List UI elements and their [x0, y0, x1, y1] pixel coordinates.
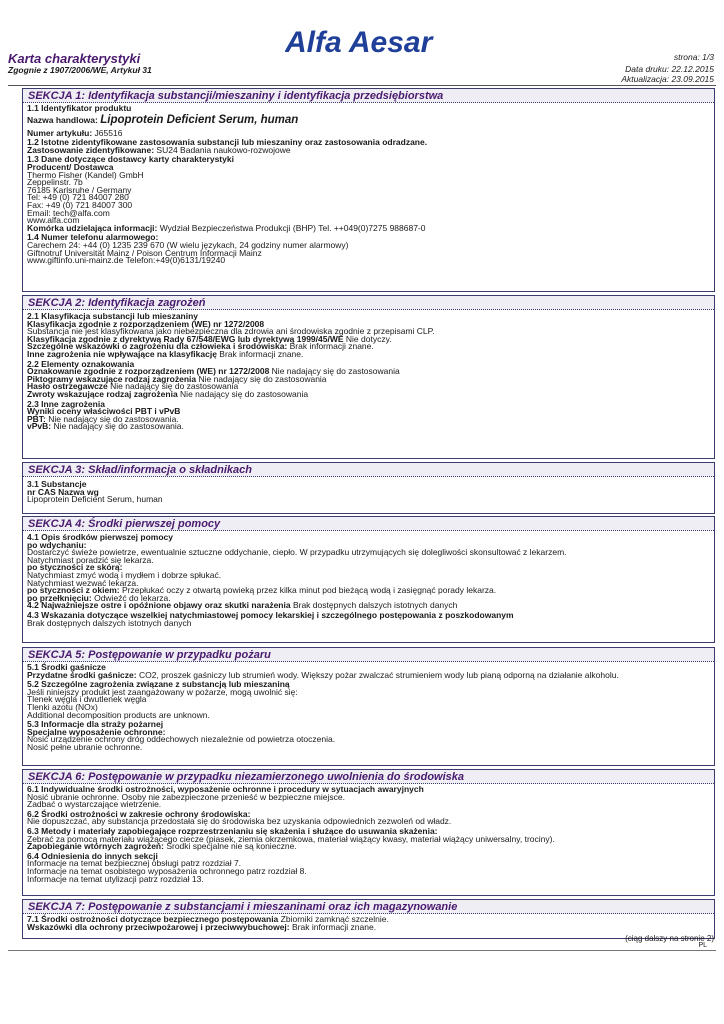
line-label: 5.3 Informacje dla straży pożarnej — [27, 719, 164, 730]
line-label: 6.4 Odniesienia do innych sekcji — [27, 850, 158, 861]
logo-text: Alfa Aesar — [285, 26, 433, 58]
line-text: Środki specjalne nie są konieczne. — [166, 841, 297, 852]
section-line — [27, 617, 567, 628]
section-line — [27, 709, 619, 720]
line-label: Klasyfikacja zgodnie z dyrektywą Rady 67/548/EWG lub dyrektywą 1999/45/WE — [27, 333, 346, 344]
line-text: Nie nadający się do zastosowania. — [53, 421, 184, 432]
line-text: Tlenki azotu (NOx) — [27, 701, 98, 712]
line-text: Informacje na temat utylizacji patrz rozdział 13. — [27, 873, 204, 884]
line-label: 2.3 Inne zagrożenia — [27, 398, 105, 409]
section-line — [27, 843, 555, 851]
line-text: Tel: +49 (0) 721 84007 280 — [27, 192, 129, 203]
line-text: Giftnotruf Universität Mainz / Poison Centrum Informacji Mainz — [27, 247, 262, 258]
line-text: Brak dostępnych dalszych istotnych danych — [292, 600, 458, 611]
line-label: nr CAS Nazwa wg — [27, 486, 99, 497]
line-text: J65516 — [94, 127, 123, 138]
document-subtitle: Zgognie z 1907/2006/WE, Artykuł 31 — [8, 65, 152, 75]
section-line — [27, 348, 435, 359]
line-text: Brak dostępnych dalszych istotnych danych — [27, 617, 192, 628]
section-line — [27, 696, 619, 704]
line-text: Nie nadający się do zastosowania — [180, 388, 309, 399]
line-text: Fax: +49 (0) 721 84007 300 — [27, 199, 133, 210]
line-label: po styczności ze skórą: — [27, 562, 123, 573]
document-title: Karta charakterystyki — [8, 51, 141, 66]
line-text: 76185 Karlsruhe / Germany — [27, 184, 132, 195]
section-line — [27, 388, 435, 399]
line-label: 2.2 Elementy oznakowania — [27, 358, 135, 369]
section-3-content — [27, 481, 163, 504]
section-line — [27, 423, 435, 431]
line-text: Informacje na temat bezpiecznej obsługi patrz rozdział 7. — [27, 858, 242, 869]
line-label: vPvB: — [27, 421, 54, 432]
line-text: Nie nadający się do zastosowania — [110, 381, 239, 392]
line-text: Dostarczyć świeże powietrze, ewentualnie sztuczne oddychanie, ciepło. W przypadku utrzymujących się dolegliwości skonsultować z lekarzem. — [27, 547, 567, 558]
line-text: Zebrać za pomocą materiału wiążącego ciecze (piasek, ziemia okrzemkowa, materiał wiążący kwasy, materiał wiążący uniwersalny, trociny). — [27, 833, 555, 844]
line-label: 5.2 Szczególne zagrożenia związane z substancją lub mieszaniną — [27, 679, 290, 690]
section-3-title: SEKCJA 3: Skład/informacja o składnikach — [23, 463, 714, 477]
line-text: Additional decomposition products are unknown. — [27, 709, 210, 720]
line-label: Hasło ostrzegawcze — [27, 381, 111, 392]
line-text: CO2, proszek gaśniczy lub strumień wody. Większy pożar zwalczać strumieniem wody lub pianą odporną na działanie alkoholu. — [138, 669, 619, 680]
update-date: Aktualizacja: 23.09.2015 — [621, 73, 714, 84]
section-1-content — [27, 105, 427, 265]
section-6-title: SEKCJA 6: Postępowanie w przypadku niezamierzonego uwolnienia do środowiska — [23, 770, 714, 784]
line-text: Brak informacji znane. — [291, 921, 377, 932]
line-label: 5.1 Środki gaśnicze — [27, 662, 106, 672]
section-line — [27, 534, 567, 542]
line-label: 6.3 Metody i materiały zapobiegające rozprzestrzenianiu się skażenia i służące do usuwania skażenia: — [27, 825, 438, 836]
section-line — [27, 127, 427, 138]
section-7-content — [27, 916, 389, 931]
line-text: Tlenek węgla i dwutlenek węgla — [27, 694, 147, 705]
language-code: PL — [698, 942, 707, 949]
line-label: Zwroty wskazujące rodzaj zagrożenia — [27, 388, 181, 399]
line-text: Thermo Fisher (Kandel) GmbH — [27, 169, 144, 180]
page-number: strona: 1/3 — [673, 52, 714, 62]
line-text: Zeppelinstr. 7b — [27, 177, 83, 188]
line-label: Oznakowanie zgodnie z rozporządzeniem (WE) nr 1272/2008 — [27, 366, 272, 377]
line-label: po wdychaniu: — [27, 539, 87, 550]
page-header — [0, 0, 724, 86]
section-line — [27, 801, 555, 809]
line-label: Komórka udzielająca informacji: — [27, 222, 160, 233]
line-text: Carechem 24: +44 (0) 1235 239 670 (W wielu językach, 24 godziny numer alarmowy) — [27, 239, 349, 250]
line-text: Przepłukać oczy z otwartą powieką przez kilka minut pod bieżącą wodą i zasięgnąć porady lekarza. — [121, 585, 497, 596]
line-label: 7.1 Środki ostrożności dotyczące bezpiecznego postępowania — [27, 914, 281, 924]
line-label: Klasyfikacja zgodnie z rozporządzeniem (WE) nr 1272/2008 — [27, 318, 265, 329]
section-4-content — [27, 534, 567, 627]
section-5-content — [27, 664, 619, 752]
line-text: Natychmiast poradzić się lekarza. — [27, 554, 154, 565]
line-label: PBT: — [27, 413, 49, 424]
section-line — [27, 105, 427, 113]
section-7-title: SEKCJA 7: Postępowanie z substancjami i mieszaninami oraz ich magazynowanie — [23, 900, 714, 914]
line-text: Nie dotyczy. — [345, 333, 392, 344]
section-line — [27, 921, 389, 932]
line-label: 6.2 Środki ostrożności w zakresie ochrony środowiska: — [27, 808, 251, 819]
section-line — [27, 496, 163, 504]
section-line — [27, 741, 619, 752]
line-text: Wydział Bezpieczeństwa Produkcji (BHP) Tel. ++049(0)7275 988687-0 — [159, 222, 426, 233]
line-text: Lipoprotein Deficient Serum, human — [27, 494, 163, 505]
line-label: Nazwa handlowa: — [27, 114, 101, 125]
line-text: Brak informacji znane. — [289, 341, 374, 352]
line-label: 1.1 Identyfikator produktu — [27, 103, 132, 113]
section-line — [27, 257, 427, 265]
line-text: Nie nadający się do zastosowania — [198, 373, 327, 384]
line-label: po przełknięciu: — [27, 592, 95, 603]
document-dates — [621, 65, 714, 84]
line-label: Wskazówki dla ochrony przeciwpożarowej i przeciwwybuchowej: — [27, 921, 292, 932]
line-label: Przydatne środki gaśnicze: — [27, 669, 139, 680]
line-text: Zadbać o wystarczające wietrzenie. — [27, 799, 162, 810]
line-label: 3.1 Substancje — [27, 479, 87, 489]
line-label: Producent/ Dostawca — [27, 161, 114, 172]
line-label: Zapobieganie wtórnych zagrożeń: — [27, 841, 167, 852]
section-6-content — [27, 786, 555, 883]
line-text: Informacje na temat osobistego wyposażenia ochronnego patrz rozdział 8. — [27, 865, 307, 876]
line-label: 2.1 Klasyfikacja substancji lub mieszaniny — [27, 311, 199, 321]
line-label: 1.3 Dane dotyczące dostawcy karty charakterystyki — [27, 154, 234, 165]
section-line — [27, 873, 555, 884]
line-text: Jeśli niniejszy produkt jest zaangażowany w pożarze, mogą uwolnić się: — [27, 686, 298, 697]
product-name: Lipoprotein Deficient Serum, human — [100, 113, 299, 126]
alfa-aesar-logo — [285, 26, 455, 58]
line-label: 4.3 Wskazania dotyczące wszelkiej natychmiastowej pomocy lekarskiej i szczególnego postępowania z poszkodowanym — [27, 609, 514, 620]
section-line — [27, 207, 427, 218]
line-text: Zbiorniki zamknąć szczelnie. — [280, 914, 389, 924]
line-label: 4.2 Najważniejsze ostre i opóźnione objawy oraz skutki narażenia — [27, 600, 293, 611]
section-line — [27, 169, 427, 180]
section-4-title: SEKCJA 4: Środki pierwszej pomocy — [23, 517, 714, 531]
line-text: Nosić urządzenie ochrony dróg oddechowych niezależnie od powietrza otoczenia. — [27, 734, 336, 745]
line-label: 1.4 Numer telefonu alarmowego: — [27, 232, 159, 243]
line-text: SU24 Badania naukowo-rozwojowe — [156, 144, 291, 155]
line-label: Specjalne wyposażenie ochronne: — [27, 726, 166, 737]
section-line — [27, 222, 427, 233]
line-text: Natychmiast wezwać lekarza. — [27, 577, 139, 588]
continued-note: (ciąg dalszy na stronie 2) — [625, 934, 714, 943]
line-text: Nie nadający się do zastosowania — [271, 366, 400, 377]
line-text: Natychmiast zmyć wodą i mydłem i dobrze spłukać. — [27, 569, 222, 580]
line-text: Brak informacji znane. — [219, 348, 304, 359]
section-2-title: SEKCJA 2: Identyfikacja zagrożeń — [23, 296, 714, 310]
footer-divider — [8, 950, 716, 951]
print-date: Data druku: 22.12.2015 — [625, 64, 714, 74]
section-line — [27, 144, 427, 155]
line-text: Email: tech@alfa.com — [27, 207, 110, 218]
line-text: Nie dopuszczać, aby substancja przedostała się do środowiska bez uzyskania odpowiednich zezwoleń od władz. — [27, 816, 452, 827]
line-label: Piktogramy wskazujące rodzaj zagrożenia — [27, 373, 199, 384]
section-5-title: SEKCJA 5: Postępowanie w przypadku pożaru — [23, 648, 714, 662]
section-line — [27, 669, 619, 680]
line-text: Nie nadający się do zastosowania. — [48, 413, 179, 424]
line-text: Nosić pełne ubranie ochronne. — [27, 741, 143, 752]
line-label: po styczności z okiem: — [27, 585, 122, 596]
line-text: www.giftinfo.uni-mainz.de Telefon:+49(0)6131/19240 — [27, 255, 226, 266]
line-text: Substancja nie jest klasyfikowana jako niebezpieczna dla zdrowia ani środowiska zgodnie z przepisami CLP. — [27, 326, 435, 337]
line-label: Zastosowanie zidentyfikowane: — [27, 144, 157, 155]
section-line — [27, 114, 427, 127]
line-label: 4.1 Opis środków pierwszej pomocy — [27, 532, 173, 542]
line-label: Szczególne wskazówki o zagrożeniu dla człowieka i środowiska: — [27, 341, 290, 352]
line-label: Inne zagrożenia nie wpływające na klasyfikację — [27, 348, 220, 359]
line-label: 6.1 Indywidualne środki ostrożności, wyposażenie ochronne i procedury w sytuacjach awaryjnych — [27, 784, 424, 794]
section-2-content — [27, 313, 435, 431]
line-text: Nosić ubranie ochronne. Osoby nie zabezpieczone przenieść w bezpieczne miejsce. — [27, 791, 345, 802]
section-line — [27, 818, 555, 826]
header-divider — [8, 85, 716, 86]
section-line — [27, 602, 567, 610]
line-label: Numer artykułu: — [27, 127, 95, 138]
line-label: Wyniki oceny właściwości PBT i vPvB — [27, 406, 181, 417]
section-1-title: SEKCJA 1: Identyfikacja substancji/mieszaniny i identyfikacja przedsiębiorstwa — [23, 89, 714, 103]
line-label: 1.2 Istotne zidentyfikowane zastosowania substancji lub mieszaniny oraz zastosowania odradzane. — [27, 137, 428, 148]
line-text: Odwieźć do lekarza. — [94, 592, 171, 603]
line-text: www.alfa.com — [27, 215, 80, 226]
